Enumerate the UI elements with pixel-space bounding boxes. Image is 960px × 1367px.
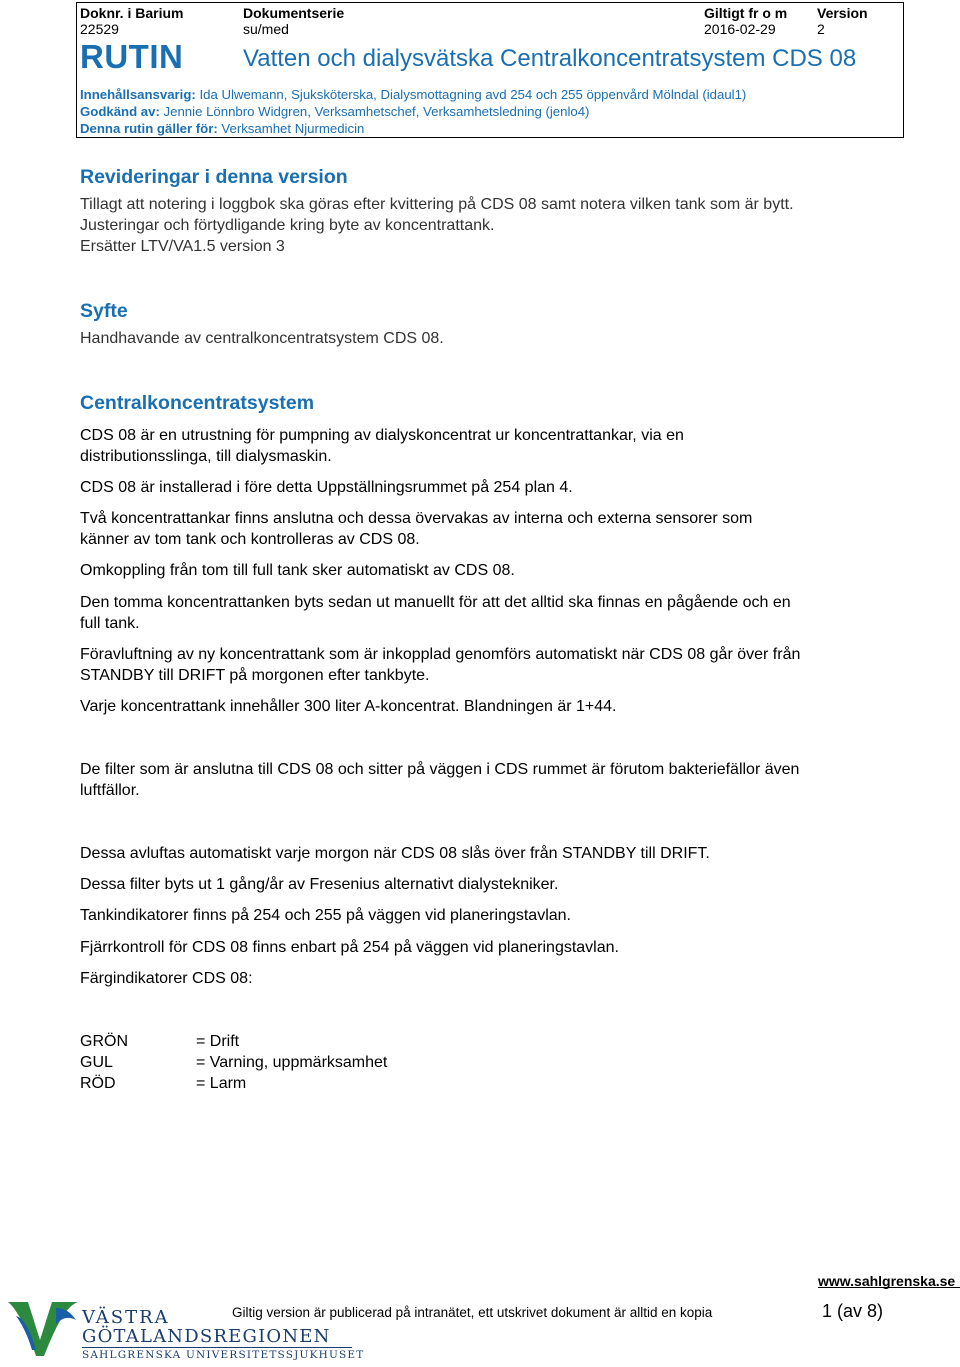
docnr-value: 22529 — [80, 21, 119, 37]
series-value: su/med — [243, 21, 289, 37]
system-line: Varje koncentrattank innehåller 300 liter A-koncentrat. Blandningen är 1+44. — [80, 698, 617, 715]
logo-line-1: VÄSTRA — [82, 1307, 170, 1328]
approved-value: Jennie Lönnbro Widgren, Verksamhetschef, Verksamhetsledning (jenlo4) — [163, 104, 590, 119]
logo-line-2: GÖTALANDSREGIONEN — [82, 1326, 331, 1347]
purpose-heading: Syfte — [80, 300, 128, 322]
revision-line: Justeringar och förtydligande kring byte av koncentrattank. — [80, 217, 495, 234]
logo-divider — [82, 1347, 352, 1348]
revision-line: Ersätter LTV/VA1.5 version 3 — [80, 238, 285, 255]
system-line: Dessa avluftas automatiskt varje morgon när CDS 08 slås över från STANDBY till DRIFT. — [80, 845, 710, 862]
indicator-meaning: = Drift — [196, 1033, 240, 1050]
system-line: Omkoppling från tom till full tank sker automatiskt av CDS 08. — [80, 562, 515, 579]
indicator-color: GUL — [80, 1054, 113, 1071]
approved-line — [80, 104, 589, 120]
footer-url: www.sahlgrenska.se — [818, 1273, 956, 1289]
system-line: känner av tom tank och kontrolleras av CDS 08. — [80, 531, 420, 548]
system-line: CDS 08 är en utrustning för pumpning av dialyskoncentrat ur koncentrattankar, via en — [80, 427, 684, 444]
applies-line — [80, 121, 364, 137]
system-heading: Centralkoncentratsystem — [80, 392, 315, 414]
system-line: luftfällor. — [80, 782, 140, 799]
indicator-color: RÖD — [80, 1075, 116, 1092]
system-line: De filter som är anslutna till CDS 08 och sitter på väggen i CDS rummet är förutom bakteriefällor även — [80, 761, 800, 778]
system-line: STANDBY till DRIFT på morgonen efter tankbyte. — [80, 667, 430, 684]
responsible-value: Ida Ulwemann, Sjuksköterska, Dialysmottagning avd 254 och 255 öppenvård Mölndal (idaul1) — [199, 87, 747, 102]
applies-label: Denna rutin gäller för: — [80, 121, 218, 136]
responsible-line — [80, 87, 746, 103]
revision-line: Tillagt att notering i loggbok ska göras efter kvittering på CDS 08 samt notera vilken tank som är bytt. — [80, 196, 794, 213]
system-line: Färgindikatorer CDS 08: — [80, 970, 253, 987]
system-line: Tankindikatorer finns på 254 och 255 på väggen vid planeringstavlan. — [80, 907, 571, 924]
indicator-color: GRÖN — [80, 1033, 128, 1050]
indicator-meaning: = Larm — [196, 1075, 247, 1092]
applies-value: Verksamhet Njurmedicin — [221, 121, 365, 136]
system-line: Två koncentrattankar finns anslutna och dessa övervakas av interna och externa sensorer som — [80, 510, 753, 527]
document-header — [76, 2, 904, 138]
system-line: Den tomma koncentrattanken byts sedan ut manuellt för att det alltid ska finnas en pågående och en — [80, 594, 791, 611]
docnr-label: Doknr. i Barium — [80, 5, 184, 21]
indicator-meaning: = Varning, uppmärksamhet — [196, 1054, 388, 1071]
vgr-logo-icon — [6, 1296, 80, 1362]
version-label: Version — [817, 5, 868, 21]
valid-from-label: Giltigt fr o m — [704, 5, 788, 21]
system-line: Dessa filter byts ut 1 gång/år av Fresenius alternativt dialystekniker. — [80, 876, 559, 893]
system-line: CDS 08 är installerad i före detta Uppställningsrummet på 254 plan 4. — [80, 479, 573, 496]
purpose-text: Handhavande av centralkoncentratsystem CDS 08. — [80, 330, 444, 347]
system-line: Föravluftning av ny koncentrattank som är inkopplad genomförs automatiskt när CDS 08 går över från — [80, 646, 801, 663]
footer-divider — [818, 1287, 960, 1288]
system-line: Fjärrkontroll för CDS 08 finns enbart på 254 på väggen vid planeringstavlan. — [80, 939, 619, 956]
responsible-label: Innehållsansvarig: — [80, 87, 196, 102]
logo-line-3: SAHLGRENSKA UNIVERSITETSSJUKHUSET — [82, 1349, 365, 1361]
page-number: 1 (av 8) — [822, 1301, 884, 1321]
doc-type: RUTIN — [80, 38, 184, 75]
valid-from-value: 2016-02-29 — [704, 21, 776, 37]
footer-notice: Giltig version är publicerad på intranätet, ett utskrivet dokument är alltid en kopia — [232, 1305, 713, 1320]
version-value: 2 — [817, 21, 825, 37]
revisions-heading: Revideringar i denna version — [80, 166, 348, 188]
system-line: distributionsslinga, till dialysmaskin. — [80, 448, 332, 465]
approved-label: Godkänd av: — [80, 104, 160, 119]
series-label: Dokumentserie — [243, 5, 345, 21]
system-line: full tank. — [80, 615, 140, 632]
page-title: Vatten och dialysvätska Centralkoncentratsystem CDS 08 — [243, 45, 857, 72]
